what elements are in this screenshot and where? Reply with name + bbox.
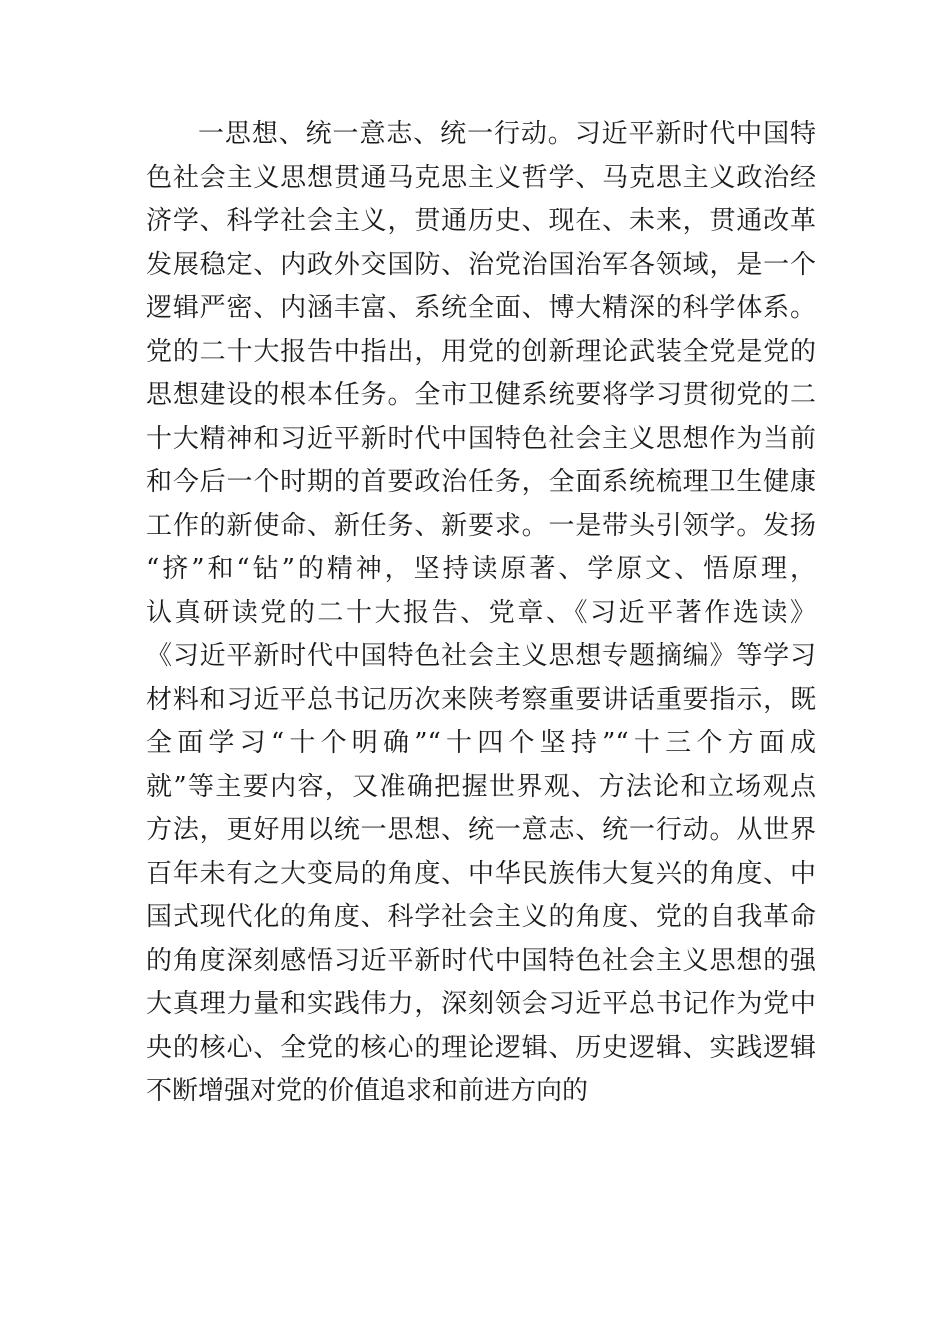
text-line: 方法，更好用以统一思想、统一意志、统一行动。从世界 bbox=[146, 815, 816, 845]
text-line: 逻辑严密、内涵丰富、系统全面、博大精深的科学体系。 bbox=[146, 293, 816, 323]
text-line: 发展稳定、内政外交国防、治党治国治军各领域，是一个 bbox=[146, 249, 816, 280]
body-paragraph bbox=[146, 113, 816, 1114]
text-line: 《习近平新时代中国特色社会主义思想专题摘编》等学习 bbox=[146, 641, 816, 671]
text-line: 色社会主义思想贯通马克思主义哲学、马克思主义政治经 bbox=[146, 162, 816, 193]
text-line: 国式现代化的角度、科学社会主义的角度、党的自我革命 bbox=[146, 902, 816, 932]
text-line: “挤”和“钻”的精神，坚持读原著、学原文、悟原理， bbox=[146, 554, 816, 584]
text-line: 就”等主要内容，又准确把握世界观、方法论和立场观点 bbox=[146, 771, 816, 802]
text-line: 的角度深刻感悟习近平新时代中国特色社会主义思想的强 bbox=[146, 945, 816, 976]
text-line: 济学、科学社会主义，贯通历史、现在、未来，贯通改革 bbox=[146, 206, 816, 236]
text-line: 十大精神和习近平新时代中国特色社会主义思想作为当前 bbox=[146, 423, 816, 454]
text-line: 全面学习“十个明确”“十四个坚持”“十三个方面成 bbox=[146, 728, 816, 758]
text-line: 百年未有之大变局的角度、中华民族伟大复兴的角度、中 bbox=[146, 858, 816, 889]
text-line: 材料和习近平总书记历次来陕考察重要讲话重要指示，既 bbox=[146, 684, 816, 715]
text-line: 央的核心、全党的核心的理论逻辑、历史逻辑、实践逻辑 bbox=[146, 1032, 816, 1063]
text-line: 大真理力量和实践伟力，深刻领会习近平总书记作为党中 bbox=[146, 989, 816, 1019]
text-line: 和今后一个时期的首要政治任务，全面系统梳理卫生健康 bbox=[146, 467, 816, 497]
text-line: 认真研读党的二十大报告、党章、《习近平著作选读》 bbox=[146, 597, 816, 628]
text-line: 工作的新使命、新任务、新要求。一是带头引领学。发扬 bbox=[146, 510, 816, 541]
text-line: 一思想、统一意志、统一行动。习近平新时代中国特 bbox=[198, 119, 816, 149]
text-line: 思想建设的根本任务。全市卫健系统要将学习贯彻党的二 bbox=[146, 380, 816, 410]
text-line: 不断增强对党的价值追求和前进方向的 bbox=[146, 1076, 589, 1106]
text-line: 党的二十大报告中指出，用党的创新理论武装全党是党的 bbox=[146, 336, 816, 367]
